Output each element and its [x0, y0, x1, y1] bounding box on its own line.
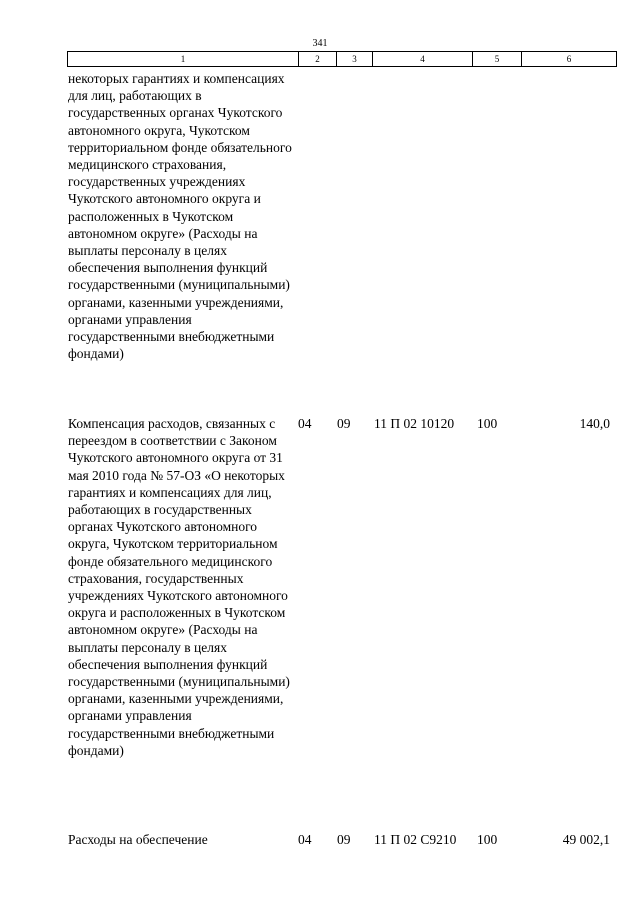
row-2-description: Компенсация расходов, связанных с переездом в соответствии с Законом Чукотского автономного округа от 31 мая 2010 года № 57-ОЗ «О некоторых гарантиях и компенсациях для лиц, работающих в государственных органах Чукотского автономного округа, Чукотском территориальном фонде обязательного медицинского страхования, государственных учреждениях Чукотского автономного округа и расположенных в Чукотском автономном округе» (Расходы на выплаты персоналу в целях обеспечения выполнения функций государственными (муниципальными) органами, казенными учреждениями, органами управления государственными внебюджетными фондами) — [68, 416, 290, 758]
row-3-section: 04 — [298, 832, 312, 847]
column-header-row — [67, 51, 617, 67]
row-3-expense-type: 100 — [477, 832, 498, 847]
column-header-1: 1 — [68, 52, 299, 67]
row-3-description: Расходы на обеспечение — [68, 832, 208, 847]
page-number: 341 — [312, 38, 328, 49]
row-3-subsection: 09 — [337, 832, 351, 847]
row-1-description: некоторых гарантиях и компенсациях для лиц, работающих в государственных органах Чукотского автономного округа, Чукотском территориальном фонде обязательного медицинского страхования, государственных учреждениях Чукотского автономного округа и расположенных в Чукотском автономном округе» (Расходы на выплаты персоналу в целях обеспечения выполнения функций государственными (муниципальными) органами, казенными учреждениями, органами управления государственными внебюджетными фондами) — [68, 71, 292, 362]
row-2-target-article: 11 П 02 10120 — [374, 416, 455, 431]
row-2-section: 04 — [298, 416, 312, 431]
row-2-expense-type: 100 — [477, 416, 498, 431]
column-header-3: 3 — [337, 52, 373, 67]
column-header-6: 6 — [522, 52, 617, 67]
column-header-4: 4 — [373, 52, 473, 67]
row-2-subsection: 09 — [337, 416, 351, 431]
row-2-amount: 140,0 — [579, 416, 610, 431]
column-header-5: 5 — [473, 52, 522, 67]
row-3-amount: 49 002,1 — [562, 832, 610, 847]
column-header-2: 2 — [299, 52, 337, 67]
row-3-target-article: 11 П 02 С9210 — [374, 832, 457, 847]
